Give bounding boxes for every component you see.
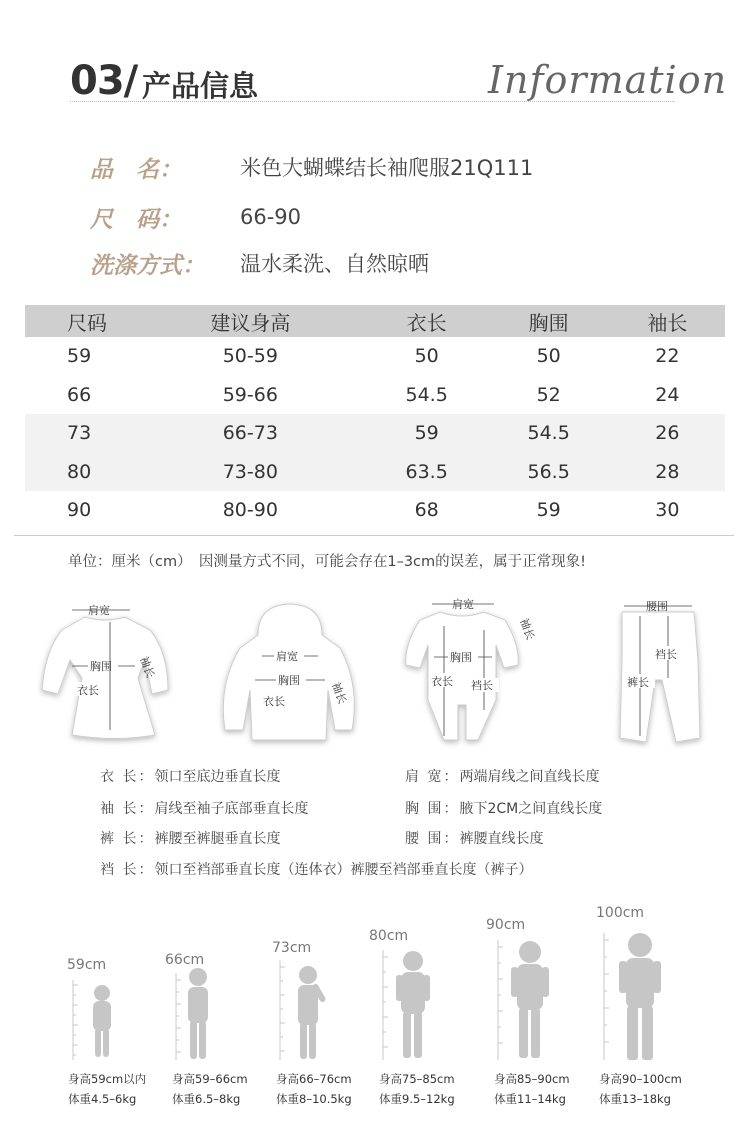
def-text: 裤腰直线长度: [459, 831, 544, 847]
kid-weight: 体重8–10.5kg: [276, 1092, 352, 1106]
label-waist: 腰围: [646, 600, 668, 613]
child-silhouette-icon: [511, 941, 549, 1058]
child-silhouette-icon: [396, 951, 430, 1058]
label-sleeve: 袖长: [329, 680, 349, 706]
unit-note: 单位：厘米（cm） 因测量方式不同，可能会存在1–3cm的误差，属于正常现象!: [68, 554, 586, 570]
kid-spec: [379, 1069, 455, 1109]
def-label: 衣 长：: [100, 769, 155, 785]
kid-height: 身高59–66cm: [172, 1072, 248, 1086]
def-label: 腰 围：: [405, 831, 460, 847]
def-label: 袖 长：: [100, 801, 155, 817]
label-shoulder: 肩宽: [452, 598, 474, 611]
kid-spec: [599, 1069, 682, 1109]
def-shoulder: [405, 766, 599, 788]
col-length: 衣长: [366, 305, 488, 337]
def-text: 肩线至袖子底部垂直长度: [154, 801, 309, 817]
cell: 68: [414, 499, 439, 522]
table-divider: [14, 535, 734, 536]
kid-figures: [0, 895, 750, 1075]
info-label: 品 名：: [90, 156, 182, 183]
info-value: 66-90: [240, 205, 302, 229]
table-row: [25, 376, 725, 415]
label-pants-length: 裤长: [627, 676, 649, 689]
child-silhouette-icon: [188, 968, 208, 1059]
romper-diagram: [406, 597, 538, 740]
def-label: 裆 长：: [100, 862, 155, 878]
kid-height: 身高75–85cm: [379, 1072, 455, 1086]
label-chest: 胸围: [90, 660, 112, 673]
cell: 50-59: [222, 345, 278, 368]
cell: 30: [655, 499, 680, 522]
kid-height-label: 59cm: [67, 957, 107, 973]
garment-diagrams: [0, 590, 750, 760]
kid-weight: 体重9.5–12kg: [379, 1092, 455, 1106]
size-table-header: [25, 305, 725, 337]
cell: 24: [655, 383, 680, 406]
kid-spec: [68, 1069, 146, 1109]
cell: 26: [610, 414, 725, 453]
cell: 56.5: [488, 453, 610, 492]
col-sleeve: 袖长: [610, 305, 725, 337]
label-chest: 胸围: [278, 674, 300, 687]
pants-diagram: [620, 600, 700, 742]
kid-height: 身高85–90cm: [494, 1072, 570, 1086]
cell: 54.5: [488, 414, 610, 453]
label-shoulder: 肩宽: [88, 604, 110, 617]
label-chest: 胸围: [450, 651, 472, 664]
child-silhouette-icon: [619, 933, 661, 1060]
table-row: [25, 414, 725, 453]
kid-spec: [494, 1069, 570, 1109]
def-label: 裤 长：: [100, 831, 155, 847]
child-silhouette-icon: [298, 966, 327, 1059]
def-text: 腋下2CM之间直线长度: [459, 801, 603, 817]
label-crotch: 裆长: [655, 648, 677, 661]
def-pants-length: [100, 828, 280, 850]
dress-diagram: [42, 603, 168, 739]
cell: 90: [67, 499, 92, 522]
def-text: 两端肩线之间直线长度: [459, 769, 600, 785]
cell: 80-90: [222, 499, 278, 522]
kid-height-label: 73cm: [272, 940, 312, 956]
label-crotch: 裆长: [471, 679, 493, 692]
info-row-wash: [90, 246, 429, 280]
info-value: 温水柔洗、自然晾晒: [240, 252, 429, 276]
section-title: 产品信息: [142, 69, 259, 103]
def-label: 肩 宽：: [405, 769, 460, 785]
cell: 50: [536, 345, 561, 368]
label-length: 衣长: [77, 684, 99, 697]
kid-height-label: 66cm: [165, 952, 205, 968]
child-silhouette-icon: [93, 985, 111, 1057]
kid-height-label: 80cm: [369, 928, 409, 944]
cell: 50: [414, 345, 439, 368]
def-sleeve: [100, 798, 308, 820]
cell: 73-80: [135, 453, 366, 492]
cell: 63.5: [366, 453, 488, 492]
cell: 73: [25, 414, 135, 453]
label-sleeve: 袖长: [517, 616, 537, 642]
kid-size-guide: [0, 895, 750, 1115]
cell: 52: [536, 383, 561, 406]
def-text: 领口至底边垂直长度: [154, 769, 281, 785]
section-number: 03/: [70, 58, 138, 104]
cell: 80: [25, 453, 135, 492]
kid-weight: 体重6.5–8kg: [172, 1092, 241, 1106]
cell: 66: [67, 383, 92, 406]
cell: 66-73: [135, 414, 366, 453]
def-length: [100, 766, 280, 788]
label-shoulder: 肩宽: [276, 650, 298, 663]
kid-height: 身高59cm以内: [68, 1072, 147, 1086]
table-row: [25, 337, 725, 376]
kid-spec: [172, 1069, 248, 1109]
kid-spec: [276, 1069, 352, 1109]
def-chest: [405, 798, 602, 820]
kid-height-label: 100cm: [596, 905, 645, 921]
cell: 54.5: [405, 383, 448, 406]
section-script-title: Information: [488, 58, 728, 102]
size-table: [25, 305, 725, 530]
kid-height: 身高66–76cm: [276, 1072, 352, 1086]
col-chest: 胸围: [488, 305, 610, 337]
col-height: 建议身高: [135, 305, 366, 337]
kid-weight: 体重11–14kg: [494, 1092, 566, 1106]
cell: 28: [610, 453, 725, 492]
kid-height-label: 90cm: [486, 917, 526, 933]
label-sleeve: 袖长: [137, 654, 157, 680]
kid-weight: 体重13–18kg: [599, 1092, 671, 1106]
info-label: 洗涤方式：: [90, 252, 205, 279]
info-label: 尺 码：: [90, 206, 182, 233]
cell: 59: [536, 499, 561, 522]
label-length: 衣长: [263, 695, 285, 708]
kid-height: 身高90–100cm: [599, 1072, 682, 1086]
def-text: 领口至裆部垂直长度（连体衣）裤腰至裆部垂直长度（裤子）: [154, 862, 533, 878]
header-divider: [70, 101, 675, 102]
def-crotch: [100, 859, 532, 881]
table-row: [25, 453, 725, 492]
col-size: 尺码: [25, 305, 135, 337]
table-row: [25, 491, 725, 530]
kid-weight: 体重4.5–6kg: [68, 1092, 137, 1106]
cell: 59-66: [222, 383, 278, 406]
def-label: 胸 围：: [405, 801, 460, 817]
def-waist: [405, 828, 543, 850]
label-length: 衣长: [431, 675, 453, 688]
cell: 59: [366, 414, 488, 453]
hoodie-diagram: [223, 604, 354, 740]
romper-icon: [406, 612, 518, 740]
cell: 22: [655, 345, 680, 368]
cell: 59: [67, 345, 92, 368]
info-value: 米色大蝴蝶结长袖爬服21Q111: [240, 156, 534, 180]
def-text: 裤腰至裤腿垂直长度: [154, 831, 281, 847]
info-row-size: [90, 200, 301, 234]
info-row-name: [90, 150, 533, 184]
